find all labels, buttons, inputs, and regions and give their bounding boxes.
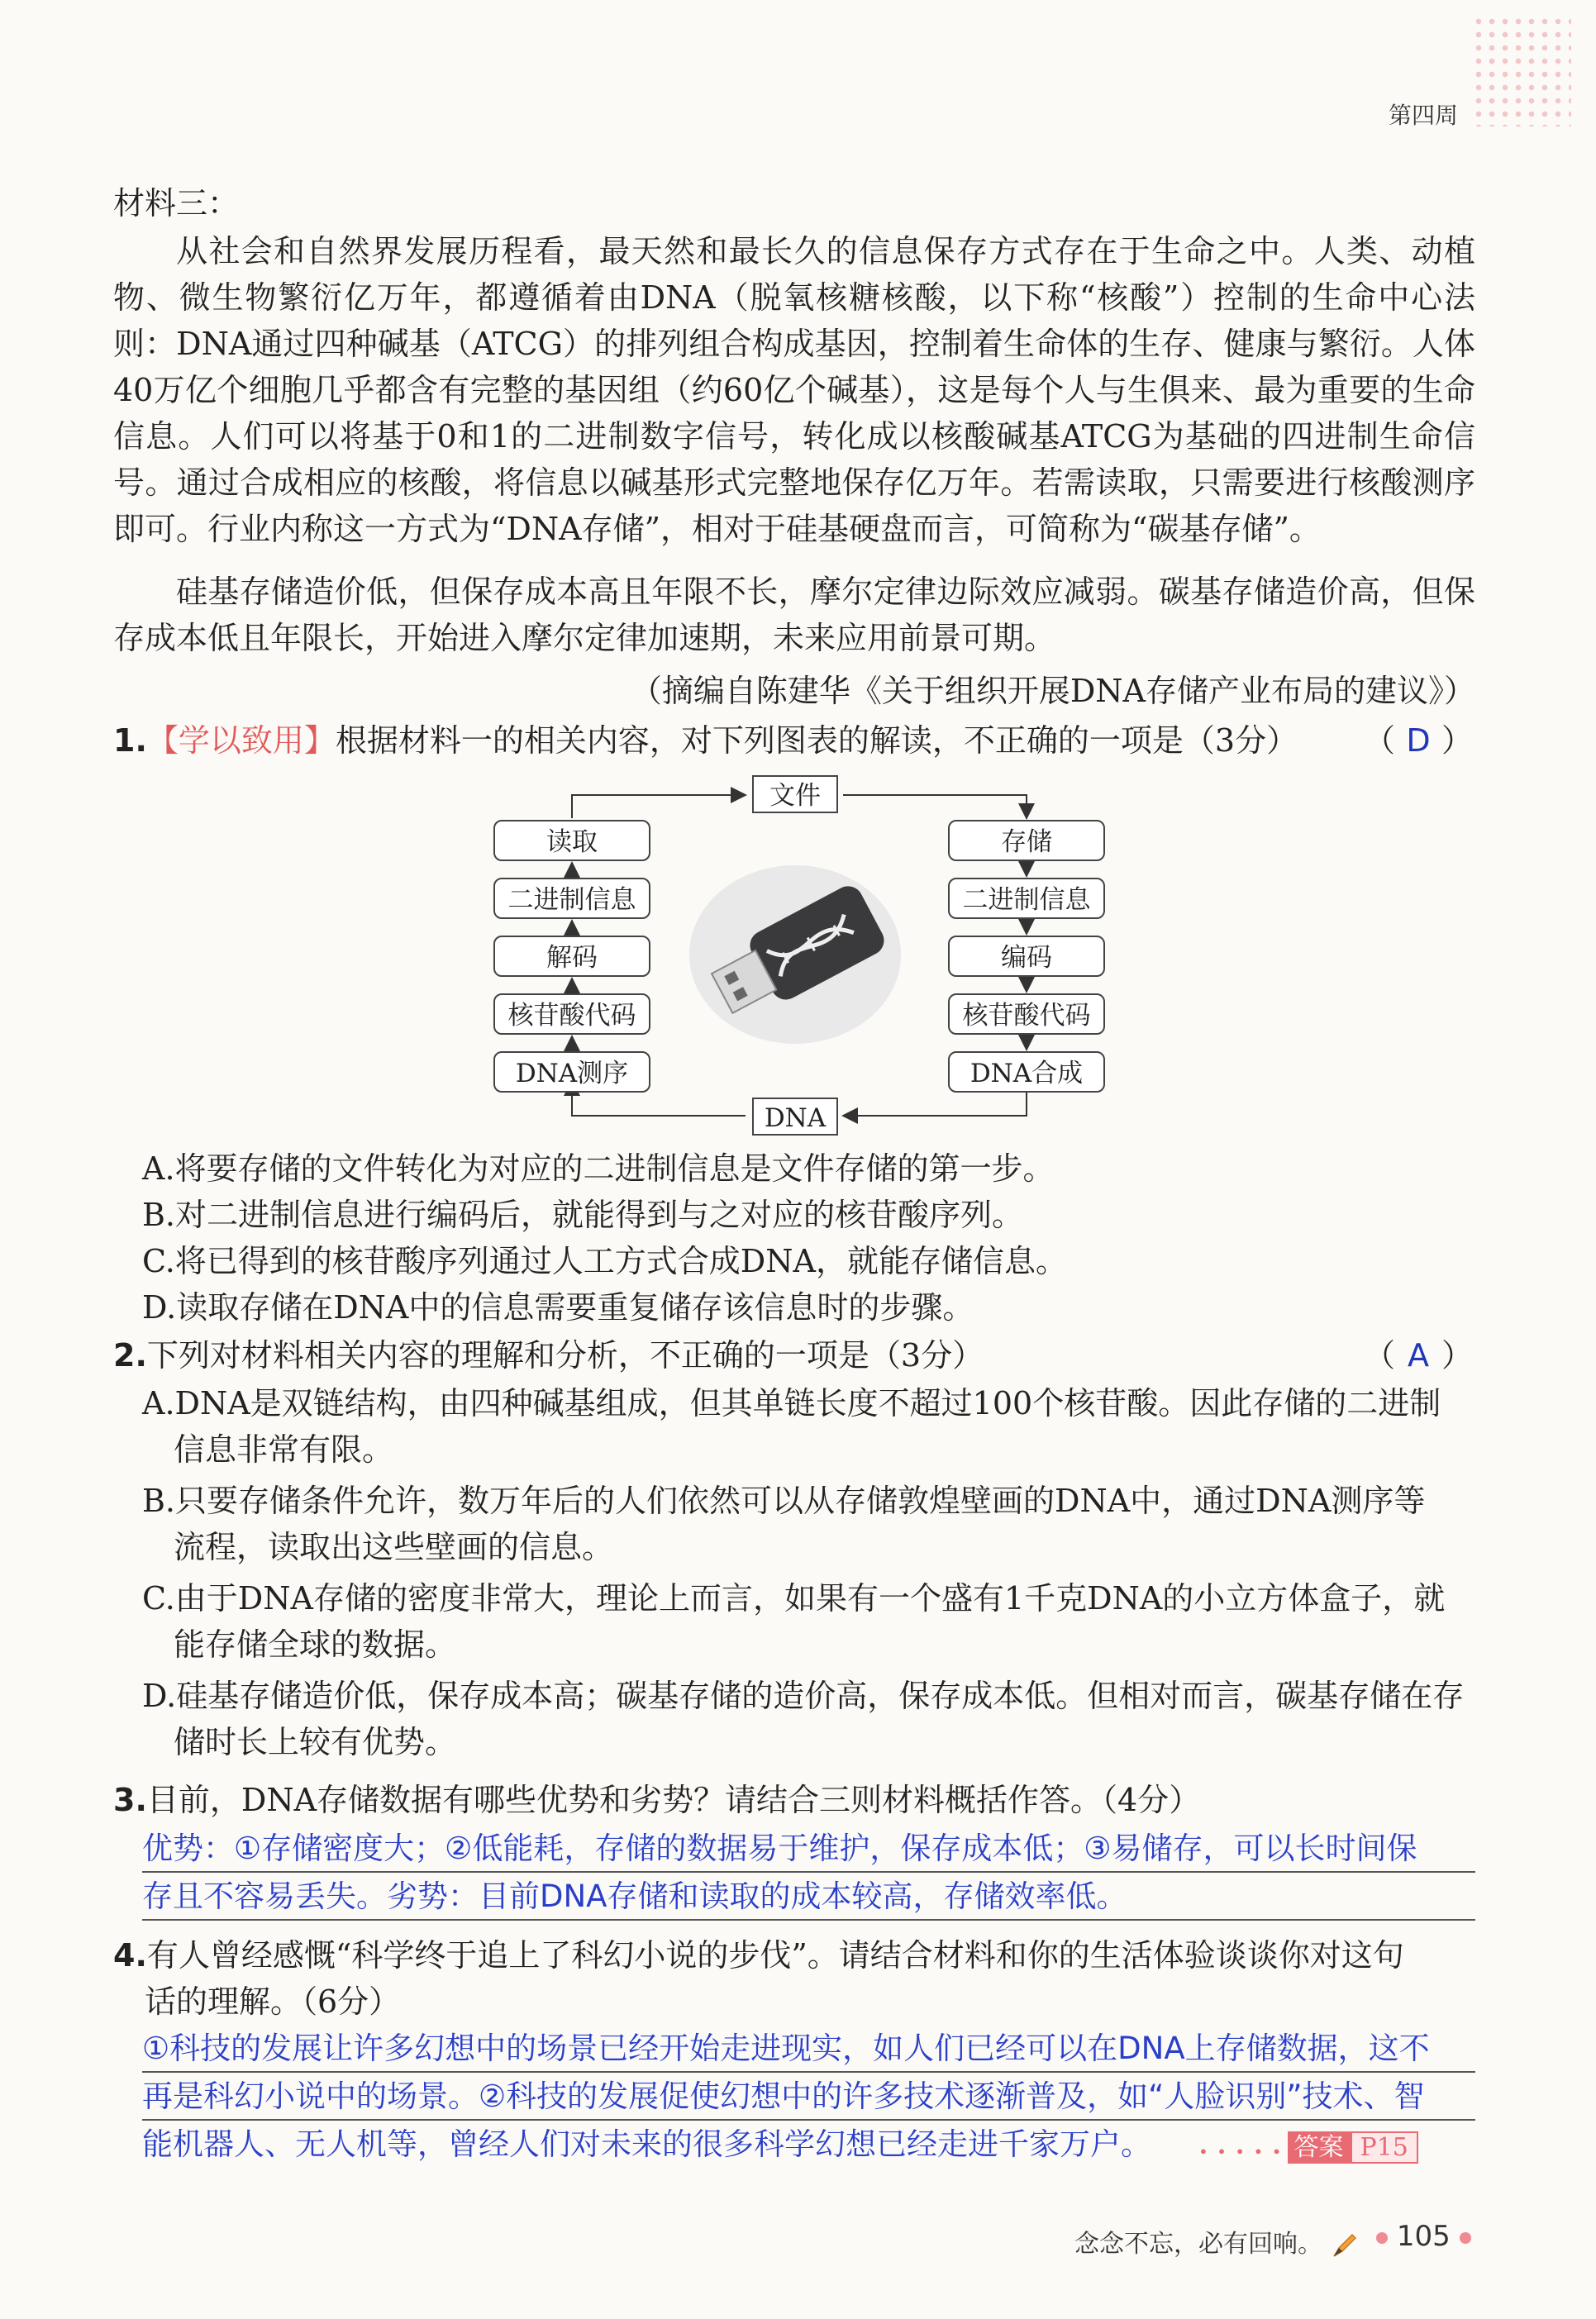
question-1-answer: D (1406, 722, 1431, 759)
option-b: B.对二进制信息进行编码后，就能得到与之对应的核苷酸序列。 (142, 1197, 1024, 1233)
question-1-text: 根据材料一的相关内容，对下列图表的解读，不正确的一项是（3分） (335, 722, 1298, 759)
answer-rule (142, 2071, 1475, 2073)
diagram-left-node: 核苷酸代码 (493, 993, 650, 1035)
option-line: C.由于DNA存储的密度非常大，理论上而言，如果有一个盛有1千克DNA的小立方体盒子，就 (142, 1580, 1446, 1617)
option-line: B.只要存储条件允许，数万年后的人们依然可以从存储敦煌壁画的DNA中，通过DNA测序等 (142, 1483, 1426, 1519)
answer-line: 优势：①存储密度大；②低能耗，存储的数据易于维护，保存成本低；③易储存，可以长时间保 (142, 1831, 1417, 1866)
diagram-left-node: 读取 (493, 820, 650, 861)
decorative-dot-grid (1472, 15, 1571, 126)
material-title: 材料三： (113, 185, 240, 221)
diagram-left-node: DNA测序 (493, 1051, 650, 1093)
option-c (142, 1575, 1475, 1668)
option-b (142, 1478, 1475, 1570)
question-2-options (142, 1380, 1475, 1765)
question-4-line-1 (113, 1932, 1475, 1979)
diagram-node-dna: DNA (752, 1098, 838, 1136)
material-paragraph-1: 从社会和自然界发展历程看，最天然和最长久的信息保存方式存在于生命之中。人类、动植物、微生物繁衍亿万年，都遵循着由DNA（脱氧核糖核酸，以下称“核酸”）控制的生命中心法则：DNA通过四种碱基（ATCG）的排列组合构成基因，控制着生命体的生存、健康与繁衍。人体40万亿个细胞几乎都含有完整的基因组（约60亿个碱基），这是每个人与生俱来、最为重要的生命信息。人们可以将基于0和1的二进制数字信号，转化成以核酸碱基ATCG为基础的四进制生命信号。通过合成相应的核酸，将信息以碱基形式完整地保存亿万年。若需读取，只需要进行核酸测序即可。行业内称这一方式为“DNA存储”，相对于硅基硬盘而言，可简称为“碳基存储”。 (113, 233, 1475, 547)
question-4-text: 有人曾经感慨“科学终于追上了科幻小说的步伐”。请结合材料和你的生活体验谈谈你对这句 (146, 1937, 1404, 1974)
option-a (142, 1380, 1475, 1473)
option-line: D.硅基存储造价低，保存成本高；碳基存储的造价高，保存成本低。但相对而言，碳基存储在存 (142, 1678, 1465, 1714)
option-line: A.DNA是双链结构，由四种碱基组成，但其单链长度不超过100个核苷酸。因此存储的二进制 (142, 1385, 1441, 1421)
diagram-right-node: 核苷酸代码 (948, 993, 1105, 1035)
question-1-tag: 【学以致用】 (146, 722, 336, 759)
answer-line: ①科技的发展让许多幻想中的场景已经开始走进现实，如人们已经可以在DNA上存储数据，这不 (142, 2031, 1430, 2066)
diagram-right-node: DNA合成 (948, 1051, 1105, 1093)
question-4-number: 4. (113, 1937, 147, 1974)
page-number-text: 105 (1396, 2220, 1451, 2253)
paren-open: （ (1364, 1337, 1396, 1374)
diagram-right-node: 编码 (948, 936, 1105, 977)
answer-rule (142, 1919, 1475, 1921)
option-a: A.将要存储的文件转化为对应的二进制信息是文件存储的第一步。 (142, 1150, 1055, 1187)
question-2-stem (113, 1332, 1353, 1379)
diagram-left-node: 解码 (493, 936, 650, 977)
week-label: 第四周 (1389, 102, 1459, 129)
question-1-options (142, 1145, 1475, 1331)
dot-icon (1376, 2232, 1388, 2244)
question-1-number: 1. (113, 722, 147, 759)
diagram-node-file: 文件 (752, 775, 838, 813)
question-2-answer-slot (1364, 1332, 1479, 1379)
pencil-icon (1331, 2231, 1359, 2259)
paren-open: （ (1364, 722, 1396, 759)
question-4-stem (113, 1932, 1475, 2025)
answer-line: 能机器人、无人机等，曾经人们对未来的很多科学幻想已经走进千家万户。 (142, 2126, 1151, 2162)
question-4-line-2: 话的理解。（6分） (145, 1983, 401, 2020)
option-line: 信息非常有限。 (174, 1431, 394, 1468)
option-c: C.将已得到的核苷酸序列通过人工方式合成DNA，就能存储信息。 (142, 1243, 1067, 1279)
answer-badge: 答案 (1288, 2131, 1351, 2164)
question-3-number: 3. (113, 1782, 147, 1818)
material-paragraph-2: 硅基存储造价低，但保存成本高且年限不长，摩尔定律边际效应减弱。碳基存储造价高，但保存成本低且年限长，开始进入摩尔定律加速期，未来应用前景可期。 (113, 574, 1475, 656)
option-line: 流程，读取出这些壁画的信息。 (174, 1529, 614, 1565)
question-2-answer: A (1408, 1337, 1430, 1374)
answer-line: 再是科幻小说中的场景。②科技的发展促使幻想中的许多技术逐渐普及，如“人脸识别”技术、智 (142, 2079, 1425, 2114)
page-number (1376, 2220, 1471, 2253)
material-source: （摘编自陈建华《关于组织开展DNA存储产业布局的建议》） (630, 673, 1475, 709)
option-line: 能存储全球的数据。 (174, 1626, 457, 1663)
dna-usb-drive-icon (679, 860, 911, 1050)
paren-close: ） (1441, 1337, 1474, 1374)
question-1-stem (113, 717, 1475, 764)
answer-ref-dots: • • • • • (1198, 2141, 1284, 2162)
answer-rule (142, 1871, 1475, 1873)
question-3-answer (142, 1825, 1475, 1921)
option-d (142, 1673, 1475, 1765)
question-2-number: 2. (113, 1337, 147, 1374)
question-2-text: 下列对材料相关内容的理解和分析，不正确的一项是（3分） (146, 1337, 984, 1374)
answer-reference[interactable] (1198, 2126, 1418, 2163)
footer-motto (1074, 2223, 1359, 2259)
diagram-left-node: 二进制信息 (493, 878, 650, 919)
motto-text: 念念不忘，必有回响。 (1074, 2230, 1322, 2259)
diagram-right-node: 存储 (948, 820, 1105, 861)
answer-line: 存且不容易丢失。劣势：目前DNA存储和读取的成本较高，存储效率低。 (142, 1879, 1127, 1914)
option-d: D.读取存储在DNA中的信息需要重复储存该信息时的步骤。 (142, 1289, 974, 1326)
diagram-right-node: 二进制信息 (948, 878, 1105, 919)
dna-storage-diagram (488, 769, 1099, 1140)
question-1-answer-slot (1364, 717, 1479, 764)
option-line: 储时长上较有优势。 (174, 1724, 457, 1760)
question-3-stem (113, 1777, 1475, 1823)
question-3-text: 目前，DNA存储数据有哪些优势和劣势？请结合三则材料概括作答。（4分） (146, 1782, 1201, 1818)
paren-close: ） (1441, 722, 1474, 759)
answer-rule (142, 2119, 1475, 2121)
dot-icon (1460, 2232, 1471, 2244)
answer-page-ref: P15 (1351, 2131, 1418, 2164)
